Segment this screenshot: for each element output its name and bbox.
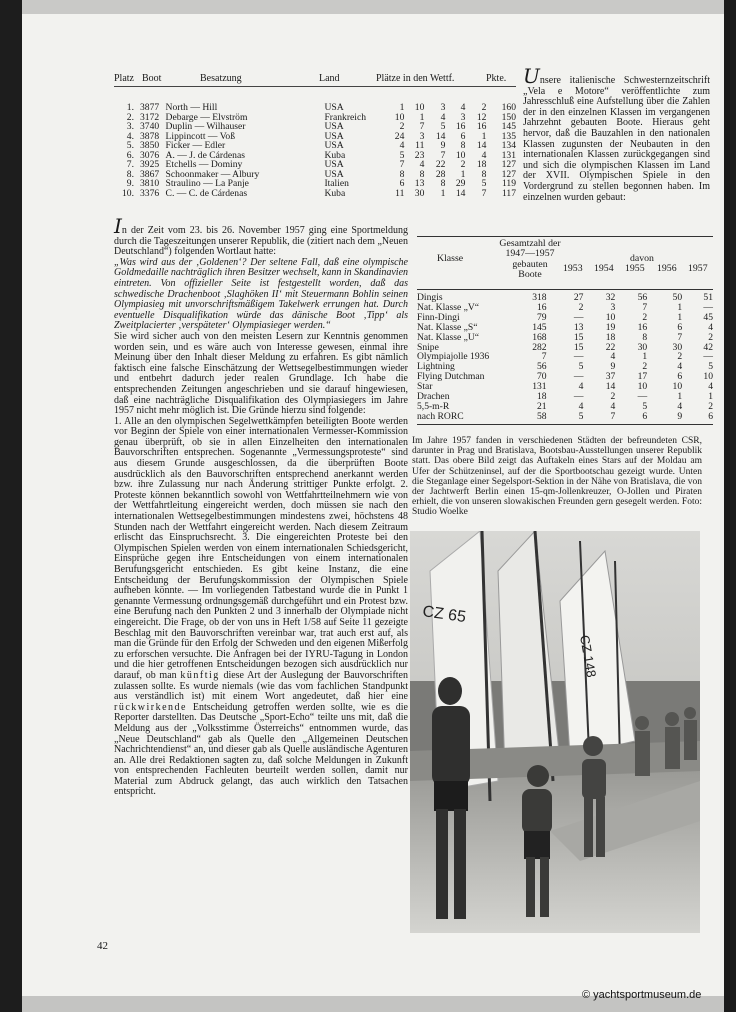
stats-total: 21 — [537, 400, 547, 412]
result-crew: North — Hill — [165, 102, 218, 113]
header-year-1956: 1956 — [657, 263, 677, 274]
stats-year-3: 50 — [672, 292, 683, 303]
stats-year-3: 1 — [677, 301, 683, 313]
stats-year-1: 2 — [610, 391, 616, 403]
header-year-1953: 1953 — [563, 263, 583, 274]
result-country: Frankreich — [324, 111, 366, 123]
result-country: USA — [324, 121, 344, 132]
stats-body — [417, 293, 713, 422]
header-davon: davon — [630, 253, 654, 264]
result-race-1: 6 — [399, 178, 405, 189]
stats-year-0: 2 — [578, 301, 584, 313]
article-dropcap: I — [114, 214, 122, 238]
stats-year-3: 10 — [672, 381, 683, 393]
result-crew: A. — J. de Cárdenas — [165, 149, 245, 161]
stats-year-4: 4 — [708, 381, 713, 393]
stats-year-3: 2 — [677, 351, 683, 363]
result-race-1: 11 — [395, 187, 405, 199]
stats-year-3: 1 — [677, 391, 683, 403]
stats-year-1: 3 — [610, 301, 616, 313]
result-race-5: 12 — [476, 111, 487, 123]
result-race-4: 29 — [455, 178, 466, 189]
article-p2-part-a: 1. Alle an den olympischen Segelwettkämpfen beteiligten Boote werden vor Beginn der Spiele von einer internationalen Vermesser-Kommission genau überprüft, ob sie in allen Einzelheiten den internationalen Bauvorschriften entsprechen. Sogenannte „Vermessungsproteste“ sind aus diesem Grunde ausgeschlossen, da die überprüften Boote ausdrücklich als den Bauvorschriften entsprechend anerkannt werden bzw. ihre Zulassung nur nach Änderung strittiger Punkte erfolgt. 2. Proteste können bekanntlich sowohl von Wettfahrtteilnehmern wie von der Wettfahrtleitung eingereicht werden, doch müssen sie nach den internationalen Wettsegelbestimmungen mindestens zwei, höchstens 48 Stunden nach der Wettfahrt eingereicht werden. Nach diesem Zeitraum erlischt das Einspruchsrecht. 3. Die eingereichten Proteste bei den Olympischen Spielen werden von einem internationalen Schiedsgericht, Einsprüche gegen ihre Entscheidungen von einem internationalen Berufungsgericht entschieden. Es gibt keine Instanz, die eine Entscheidung der Berufungskommission der Olympischen Spiele aufheben könnte. — Im vorliegenden Tatbestand wurde die in Punkt 1 genannte Vermessung ordnungsgemäß durchgeführt und ein Protest bzw. eine Berufung nach den Punkten 2 und 3 innerhalb der Olympiade nicht eingereicht. Die Frage, ob der von uns in Heft 1/58 auf Seite 11 gezeigte Beschlag mit den Bauvorschriften vereinbar war, trat auch erst auf, als man die Gründe für den Erfolg der Schweden und den eigenen Mißerfolg zu erforschen versuchte. Die Anfragen bei der IYRU-Tagung in London und die hier getroffenen Entscheidungen bezogen sich ausdrücklich nur darauf, ob man — [114, 415, 408, 681]
stats-year-1: 7 — [610, 410, 616, 422]
result-race-2: 11 — [415, 140, 425, 151]
result-race-1: 1 — [399, 102, 405, 113]
stats-row — [417, 303, 713, 313]
stats-total: 318 — [532, 292, 547, 303]
stats-klasse: Nat. Klasse „S“ — [417, 321, 478, 333]
stats-klasse: Flying Dutchman — [417, 371, 485, 383]
result-crew: Duplin — Wilhauser — [165, 121, 246, 132]
result-place: 6. — [126, 149, 134, 161]
stats-year-2: — — [637, 391, 648, 403]
stats-year-0: 4 — [578, 400, 584, 412]
result-crew: Ficker — Edler — [165, 140, 226, 151]
stats-row — [417, 333, 713, 343]
stats-year-1: 10 — [605, 311, 616, 323]
result-race-3: 8 — [440, 178, 446, 189]
result-country: USA — [324, 130, 344, 142]
stats-year-2: 6 — [642, 410, 648, 422]
stats-year-2: 7 — [642, 301, 648, 313]
result-crew: Straulino — La Panje — [165, 178, 249, 189]
header-country: Land — [319, 73, 340, 84]
result-race-3: 22 — [435, 159, 446, 170]
stats-total: 18 — [537, 391, 547, 403]
result-country: USA — [324, 140, 344, 151]
stats-year-4: 5 — [708, 361, 713, 373]
stats-klasse: Lightning — [417, 361, 455, 373]
stats-year-1: 14 — [605, 381, 616, 393]
stats-klasse: Nat. Klasse „U“ — [417, 331, 480, 343]
article-emphasis-2: rückwirkende — [114, 701, 187, 713]
stats-year-4: 4 — [708, 321, 713, 333]
result-race-5: 2 — [481, 102, 487, 113]
result-crew: Schoonmaker — Albury — [165, 168, 260, 180]
result-race-2: 1 — [419, 111, 425, 123]
header-places: Plätze in den Wettf. — [376, 73, 455, 84]
result-boat: 3172 — [139, 111, 160, 123]
result-race-4: 3 — [460, 111, 466, 123]
result-country: USA — [324, 159, 344, 170]
result-race-3: 5 — [440, 121, 446, 132]
results-table — [114, 73, 516, 198]
stats-header — [417, 237, 713, 290]
stats-year-1: 4 — [610, 351, 616, 363]
stats-year-4: — — [703, 351, 713, 363]
result-race-1: 5 — [399, 149, 405, 161]
stats-year-2: 30 — [637, 341, 648, 353]
stats-year-4: 42 — [703, 341, 713, 353]
stats-year-1: 18 — [605, 331, 616, 343]
result-race-5: 18 — [476, 159, 487, 170]
stats-year-1: 19 — [605, 321, 616, 333]
photo-caption: Im Jahre 1957 fanden in verschiedenen Städten der befreundeten CSR, darunter in Prag und Bratislava, Bootsbau-Ausstellungen unserer Republik statt. Das obere Bild zeigt das Auftakeln eines Stars auf der Moldau am Ufer der Schützeninsel, auf der die Sportbootschau gezeigt wurde. Unten die Steganlage einer Segelsport-Sektion in der Nähe von Bratislava, die von der Jachtwerft Berlin einen 15-qm-Jollenkreuzer, O-Jollen und Piraten erhielt, die von unseren slowakischen Freunden gern gesegelt werden. Foto: Studio Woelke — [412, 436, 702, 518]
stats-year-0: 5 — [578, 410, 584, 422]
stats-klasse: Nat. Klasse „V“ — [417, 301, 480, 313]
stats-year-4: 2 — [708, 331, 713, 343]
stats-year-0: 27 — [573, 292, 584, 303]
result-race-3: 9 — [440, 140, 446, 151]
result-race-2: 30 — [414, 187, 425, 199]
stats-row — [417, 412, 713, 422]
result-row — [114, 189, 516, 199]
result-points: 160 — [501, 102, 516, 113]
result-place: 3. — [126, 121, 134, 132]
result-race-2: 7 — [419, 121, 425, 132]
result-place: 2. — [126, 111, 134, 123]
page-number: 42 — [97, 940, 108, 952]
stats-total: 58 — [537, 410, 547, 422]
stats-year-3: 4 — [677, 361, 683, 373]
stats-year-4: 51 — [703, 292, 713, 303]
stats-year-4: — — [703, 301, 713, 313]
header-place: Platz — [114, 73, 134, 84]
header-klasse: Klasse — [437, 253, 464, 264]
result-points: 127 — [501, 159, 516, 170]
result-points: 135 — [501, 130, 516, 142]
stats-year-4: 45 — [703, 311, 713, 323]
result-race-4: 10 — [455, 149, 466, 161]
result-boat: 3850 — [139, 140, 160, 151]
header-year-1954: 1954 — [594, 263, 614, 274]
result-country: USA — [324, 168, 344, 180]
stats-year-3: 6 — [677, 321, 683, 333]
stats-table — [417, 236, 713, 425]
result-race-1: 4 — [399, 140, 405, 151]
result-country: Kuba — [324, 187, 346, 199]
result-points: 127 — [501, 168, 516, 180]
result-race-5: 7 — [481, 187, 487, 199]
stats-klasse: Finn-Dingi — [417, 311, 460, 323]
article-lead — [114, 214, 408, 258]
stats-year-2: 8 — [642, 331, 648, 343]
result-boat: 3867 — [139, 168, 160, 180]
result-country: Italien — [324, 178, 349, 189]
result-race-4: 1 — [460, 168, 466, 180]
scan-edge-top — [0, 0, 736, 14]
stats-year-4: 2 — [708, 400, 713, 412]
stats-year-0: 5 — [578, 361, 584, 373]
result-race-2: 10 — [414, 102, 425, 113]
article-quote: „Was wird aus der ‚Goldenen‘? Der seltene Fall, daß eine olympische Goldmedaille nachträglich ihren Besitzer wechselt, kann in Skandinavien eintreten. Von offizieller Seite ist festgestellt worden, daß das schwedische Drachenboot ‚Slaghöken II‘ mit Steuermann Bohlin seinen Olympiasieg mit unvorschriftsmäßigem Takelwerk errungen hat. Durch eventuelle Disqualifikation würde das dänische Boot ‚Tipp‘ als Zweitplacierter ‚verspäteter‘ Olympiasieger werden.“ — [114, 256, 409, 332]
result-race-5: 4 — [481, 149, 487, 161]
result-boat: 3878 — [139, 130, 160, 142]
stats-year-1: 9 — [610, 361, 616, 373]
result-race-5: 8 — [481, 168, 487, 180]
result-race-2: 13 — [414, 178, 425, 189]
result-boat: 3740 — [139, 121, 160, 132]
stats-year-3: 9 — [677, 410, 683, 422]
stats-total: 16 — [537, 301, 547, 313]
header-points: Pkte. — [486, 73, 507, 84]
results-header — [114, 73, 516, 87]
result-race-3: 14 — [435, 130, 446, 142]
result-points: 150 — [501, 111, 516, 123]
stats-klasse: Drachen — [417, 391, 450, 403]
stats-year-2: 10 — [637, 381, 648, 393]
stats-year-0: 4 — [578, 381, 584, 393]
result-race-3: 7 — [440, 149, 446, 161]
result-place: 7. — [126, 159, 134, 170]
result-race-5: 16 — [476, 121, 487, 132]
article — [114, 214, 409, 798]
stats-total: 56 — [537, 361, 547, 373]
stats-total: 131 — [532, 381, 547, 393]
result-crew: Lippincott — Voß — [165, 130, 236, 142]
stats-year-0: — — [573, 311, 584, 323]
result-race-5: 1 — [481, 130, 487, 142]
result-race-4: 4 — [460, 102, 466, 113]
stats-year-2: 2 — [642, 311, 648, 323]
header-year-1955: 1955 — [625, 263, 645, 274]
article-emphasis-1: künftig — [180, 669, 220, 681]
result-race-3: 4 — [440, 111, 446, 123]
result-race-1: 10 — [394, 111, 405, 123]
stats-year-3: 1 — [677, 311, 683, 323]
result-place: 1. — [126, 102, 134, 113]
result-crew: Etchells — Dominy — [165, 159, 243, 170]
stats-year-3: 4 — [677, 400, 683, 412]
stats-year-2: 2 — [642, 361, 648, 373]
result-race-1: 7 — [399, 159, 405, 170]
result-race-1: 24 — [394, 130, 405, 142]
article-paragraph-2 — [114, 417, 408, 798]
article-lead-text: n der Zeit vom 23. bis 26. November 1957 ging eine Sportmeldung durch die Tageszeitungen unserer Republik, die (zitiert nach dem „Neuen Deutschland“) folgenden Wortlaut hatte: — [114, 225, 408, 258]
header-total-line2: 1947—1957 — [505, 248, 555, 260]
stats-klasse: Dingis — [417, 292, 443, 303]
result-boat: 3810 — [139, 178, 160, 189]
header-total-line1: Gesamtzahl der — [499, 238, 561, 249]
result-boat: 3376 — [139, 187, 160, 199]
result-country: USA — [324, 102, 344, 113]
stats-year-1: 37 — [605, 371, 616, 383]
stats-year-1: 22 — [605, 341, 616, 353]
stats-year-4: 10 — [703, 371, 713, 383]
result-race-3: 28 — [435, 168, 446, 180]
intro-dropcap: U — [523, 64, 540, 88]
result-boat: 3076 — [139, 149, 160, 161]
scan-edge-left — [0, 0, 22, 1012]
result-race-4: 2 — [460, 159, 466, 170]
result-place: 10. — [121, 187, 134, 199]
sail-number-2: CZ 148 — [577, 633, 600, 679]
stats-year-3: 7 — [677, 331, 683, 343]
result-crew: Debarge — Elvström — [165, 111, 248, 123]
result-place: 9. — [126, 178, 134, 189]
stats-row — [417, 352, 713, 362]
result-boat: 3925 — [139, 159, 160, 170]
stats-row — [417, 392, 713, 402]
sailing-photo — [410, 531, 700, 933]
result-crew: C. — C. de Cárdenas — [165, 187, 248, 199]
stats-year-0: 15 — [573, 341, 584, 353]
stats-year-2: 56 — [637, 292, 648, 303]
result-points: 119 — [501, 178, 516, 189]
stats-total: 282 — [532, 341, 547, 353]
results-body — [114, 103, 516, 198]
stats-year-2: 5 — [642, 400, 648, 412]
stats-year-3: 6 — [677, 371, 683, 383]
result-points: 131 — [501, 149, 516, 161]
stats-year-1: 32 — [605, 292, 616, 303]
result-race-5: 14 — [476, 140, 487, 151]
result-race-3: 3 — [440, 102, 446, 113]
header-total-line4: Boote — [518, 269, 542, 281]
result-race-4: 14 — [455, 187, 466, 199]
header-boat: Boot — [142, 73, 162, 84]
stats-year-0: — — [573, 351, 584, 363]
result-place: 8. — [126, 168, 134, 180]
result-points: 145 — [501, 121, 516, 132]
result-points: 134 — [501, 140, 516, 151]
result-race-2: 23 — [414, 149, 425, 161]
stats-total: 70 — [537, 371, 547, 383]
stats-year-4: 1 — [708, 391, 713, 403]
stats-klasse: nach RORC — [417, 410, 464, 422]
article-p2-part-c: Entscheidung getroffen werden sollte, wie es die Reporter darstellten. Das Deutsche „Sport-Echo“ teilte uns mit, daß die Meldung aus der „Volksstimme Österreichs“ entnommen wurde, das „Neue Deutschland“ gab als Quelle den „Allgemeinen Deutschen Nachrichtendienst“ an, und dieser gab als Quelle ausländische Agenturen an. Alle drei Redaktionen sagten zu, daß solche Meldungen in Zukunft von entsprechenden Fachleuten beurteilt werden sollen, damit nur Material zum Abdruck gelangt, das auch wirklich den Tatsachen entspricht. — [114, 701, 408, 798]
result-race-2: 3 — [419, 130, 425, 142]
stats-year-2: 1 — [642, 351, 648, 363]
stats-year-0: 13 — [573, 321, 584, 333]
stats-year-0: — — [573, 391, 584, 403]
header-year-1957: 1957 — [688, 263, 708, 274]
stats-total: 7 — [541, 351, 547, 363]
stats-total: 79 — [537, 311, 547, 323]
intro-paragraph — [523, 64, 710, 203]
result-race-4: 16 — [455, 121, 466, 132]
intro-text: nsere italienische Schwesternzeitschrift „Vela e Motore“ veröffentlichte zum Jahresschluß eine Aufstellung über die Zahlen der in den einzelnen Klassen im vergangenen Jahrzehnt gebauten Boote. Hieraus geht hervor, daß die Bauzahlen in den nationalen Klassen zugunsten der Neubauten in den internationalen Klassen zurückgegangen sind und sich die olympischen Klassen im Land der XVII. Olympischen Spiele in den Vordergrund zu stellen begonnen haben. Im einzelnen wurden gebaut: — [523, 75, 710, 203]
result-race-1: 2 — [399, 121, 405, 132]
article-p2-part-b: diese Art der Auslegung der Bauvorschriften zulassen sollte. Es wurde niemals (wie das vom fachlichen Standpunkt aus verständlich ist) mit einem Wort angedeutet, daß hier eine — [114, 669, 408, 703]
photo-drawing — [410, 531, 700, 933]
result-place: 4. — [126, 130, 134, 142]
result-race-2: 4 — [419, 159, 425, 170]
result-country: Kuba — [324, 149, 346, 161]
result-race-5: 5 — [481, 178, 487, 189]
watermark: © yachtsportmuseum.de — [582, 989, 702, 1001]
result-race-2: 8 — [419, 168, 425, 180]
result-race-4: 8 — [460, 140, 466, 151]
scan-edge-right — [724, 0, 736, 1012]
article-paragraph-1: Sie wird sicher auch von den meisten Lesern zur Kenntnis genommen worden sein, und es wäre auch von Interesse gewesen, einmal ihre Meinung über den Inhalt dieser Meldung zu erfahren. Es gibt nämlich faktisch eine falsche Einschätzung der Wettsegelbestimmungen wieder und entbehrt dadurch jeder realen Grundlage. Ich habe die entsprechenden Zeitungen angeschrieben und sie darauf hingewiesen, daß eine nachträgliche Disqualifikation des Olympiasiegers im Jahre 1957 nicht mehr möglich ist. Die Gründe hierzu sind folgende: — [114, 330, 408, 417]
result-race-1: 8 — [399, 168, 405, 180]
stats-year-2: 16 — [637, 321, 648, 333]
stats-year-0: — — [573, 371, 584, 383]
stats-row — [417, 372, 713, 382]
stats-year-3: 30 — [672, 341, 683, 353]
result-race-4: 6 — [460, 130, 466, 142]
stats-total: 168 — [532, 331, 547, 343]
stats-total: 145 — [532, 321, 547, 333]
stats-year-1: 4 — [610, 400, 616, 412]
stats-row — [417, 382, 713, 392]
result-race-3: 1 — [440, 187, 446, 199]
stats-year-0: 15 — [573, 331, 584, 343]
stats-klasse: Snipe — [417, 341, 439, 353]
header-total-line3: gebauten — [512, 258, 548, 270]
stats-klasse: 5,5-m-R — [417, 400, 450, 412]
stats-year-2: 17 — [637, 371, 648, 383]
result-place: 5. — [126, 140, 134, 151]
header-total — [491, 239, 569, 281]
stats-klasse: Olympiajolle 1936 — [417, 351, 490, 363]
stats-year-4: 6 — [708, 410, 713, 422]
result-boat: 3877 — [139, 102, 160, 113]
stats-klasse: Star — [417, 381, 433, 393]
sail-number-1: CZ 65 — [421, 603, 467, 627]
header-crew: Besatzung — [200, 73, 242, 84]
result-points: 117 — [501, 187, 516, 199]
